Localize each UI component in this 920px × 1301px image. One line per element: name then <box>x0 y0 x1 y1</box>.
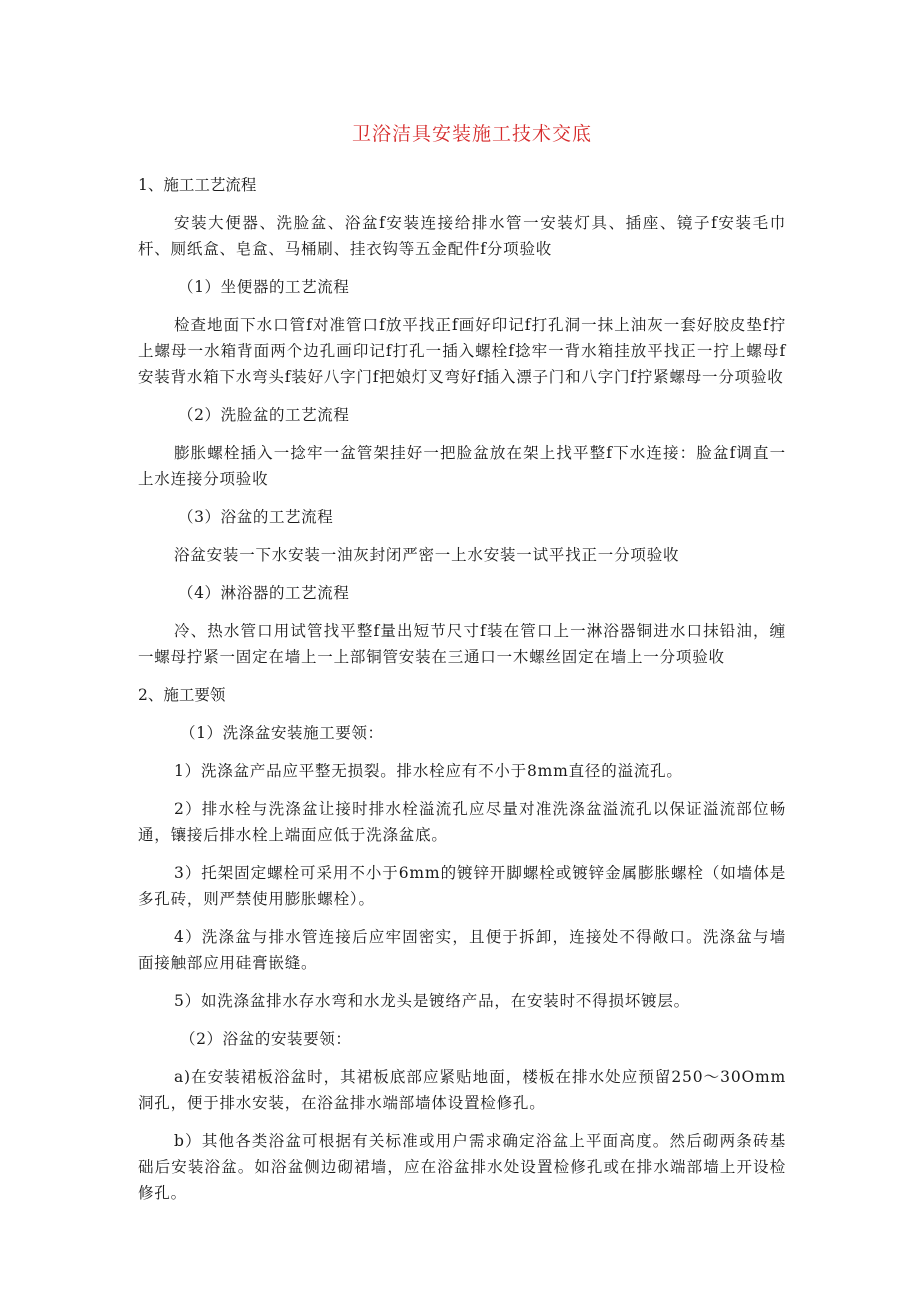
subheading-toilet-process: （1）坐便器的工艺流程 <box>178 278 350 296</box>
subheading-sink-essentials: （1）洗涤盆安装施工要领： <box>180 724 384 742</box>
subheading-bathtub-essentials: （2）浴盆的安装要领： <box>180 1030 352 1048</box>
document-body <box>138 118 786 1218</box>
bathtub-essential-item-a: a)在安装裙板浴盆时，其裙板底部应紧贴地面，楼板在排水处应预留250～30Omm洞孔，便于排水安装，在浴盆排水端部墙体设置检修孔。 <box>138 1068 786 1112</box>
sink-essential-item-4: 4）洗涤盆与排水管连接后应牢固密实，且便于拆卸，连接处不得敞口。洗涤盆与墙面接触部应用硅膏嵌缝。 <box>138 928 786 972</box>
section-heading-process: 1、施工工艺流程 <box>138 176 257 194</box>
process-intro-paragraph: 安装大便器、洗脸盆、浴盆f安装连接给排水管一安装灯具、插座、镜子f安装毛巾杆、厕纸盒、皂盒、马桶刷、挂衣钩等五金配件f分项验收 <box>138 214 786 258</box>
sink-essential-item-1: 1）洗涤盆产品应平整无损裂。排水栓应有不小于8mm直径的溢流孔。 <box>174 762 683 780</box>
bathtub-essential-item-b: b）其他各类浴盆可根据有关标准或用户需求确定浴盆上平面高度。然后砌两条砖基础后安装浴盆。如浴盆侧边砌裙墙，应在浴盆排水处设置检修孔或在排水端部墙上开设检修孔。 <box>138 1132 786 1202</box>
toilet-process-paragraph: 检查地面下水口管f对准管口f放平找正f画好印记f打孔洞一抹上油灰一套好胶皮垫f拧上螺母一水箱背面两个边孔画印记f打孔一插入螺栓f捻牢一背水箱挂放平找正一拧上螺母f安装背水箱下水弯头f装好八字门f把娘灯叉弯好f插入漂子门和八字门f拧紧螺母一分项验收 <box>138 316 786 386</box>
sink-essential-item-3: 3）托架固定螺栓可采用不小于6mm的镀锌开脚螺栓或镀锌金属膨胀螺栓（如墙体是多孔砖，则严禁使用膨胀螺栓）。 <box>138 864 786 908</box>
washbasin-process-paragraph: 膨胀螺栓插入一捻牢一盆管架挂好一把脸盆放在架上找平整f下水连接：脸盆f调直一上水连接分项验收 <box>138 444 786 488</box>
subheading-bathtub-process: （3）浴盆的工艺流程 <box>178 508 334 526</box>
sink-essential-item-5: 5）如洗涤盆排水存水弯和水龙头是镀络产品，在安装时不得损坏镀层。 <box>174 992 690 1010</box>
bathtub-process-paragraph: 浴盆安装一下水安装一油灰封闭严密一上水安装一试平找正一分项验收 <box>174 546 680 564</box>
subheading-shower-process: （4）淋浴器的工艺流程 <box>178 584 350 602</box>
subheading-washbasin-process: （2）洗脸盆的工艺流程 <box>178 406 350 424</box>
shower-process-paragraph: 冷、热水管口用试管找平整f量出短节尺寸f装在管口上一淋浴器铜进水口抹铅油，缠一螺母拧紧一固定在墙上一上部铜管安装在三通口一木螺丝固定在墙上一分项验收 <box>138 622 786 666</box>
sink-essential-item-2: 2）排水栓与洗涤盆让接时排水栓溢流孔应尽量对准洗涤盆溢流孔以保证溢流部位畅通，镶接后排水栓上端面应低于洗涤盆底。 <box>138 800 786 844</box>
document-title: 卫浴洁具安装施工技术交底 <box>351 123 592 145</box>
section-heading-essentials: 2、施工要领 <box>138 686 226 704</box>
